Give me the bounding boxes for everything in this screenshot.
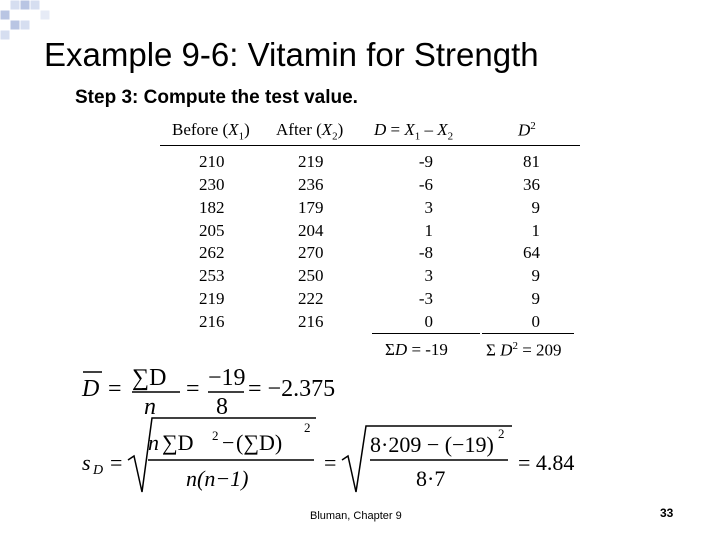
sd-formula [82,418,574,492]
d-squared-value: 64 [523,243,540,263]
sd-sum-d2-sup: 2 [212,428,219,443]
sd-lhs-sub: D [93,463,104,478]
difference-value: -9 [418,152,433,171]
sd-denominator-value: 8·7 [416,466,446,491]
mean-eq-1: = [108,376,122,402]
mean-numerator-value: −19 [208,365,246,391]
difference-value: -3 [418,289,433,309]
sd-numerator-value: 8·209 − (−19) [370,432,494,457]
mean-eq-2: = [186,376,200,402]
sd-eq-2: = [324,450,337,475]
after-value: 222 [298,289,324,309]
d-squared-value: 81 [523,152,540,171]
sd-sum-d-sq: (∑D) [236,430,283,455]
sd-sum-d-sq-sup: 2 [304,420,311,435]
page-number: 33 [660,506,674,520]
difference-value: -6 [418,174,433,194]
before-value: 210 [199,152,225,171]
d-squared-value: 9 [531,197,540,217]
d-squared-value: 1 [531,220,540,240]
before-value: 216 [199,311,225,331]
after-value: 204 [298,220,324,240]
d-squared-value: 9 [531,266,540,286]
after-value: 250 [298,266,324,286]
after-value: 216 [298,311,324,331]
sd-denominator: n(n−1) [186,466,249,491]
mean-denominator-value: 8 [216,394,228,420]
formulas [76,352,606,502]
d-squared-value: 36 [523,174,540,194]
header-difference: $D = X_1 - X_2$ [374,120,454,143]
header-rule [160,145,580,146]
d-squared-value: 0 [531,311,540,331]
before-value: 205 [199,220,225,240]
before-value: 230 [199,174,225,194]
header-d-squared: $D^2$ [518,120,536,140]
column-after [298,151,330,334]
difference-value: 1 [424,220,433,240]
difference-value: 3 [424,266,433,286]
mean-d-bar: D [82,376,100,402]
sd-eq-1: = [110,450,123,475]
slide-subtitle: Step 3: Compute the test value. [75,87,358,108]
difference-value: 0 [424,311,433,331]
sum-d-squared: Σ $D^2 = 209$ [486,340,562,360]
mean-denominator: n [144,394,156,420]
sd-sum-d2: ∑D [162,430,194,455]
before-value: 262 [199,243,225,263]
after-value: 179 [298,197,324,217]
footer-source: Bluman, Chapter 9 [310,510,402,522]
d-squared-value: 9 [531,289,540,309]
column-d-squared [510,151,540,334]
before-value: 219 [199,289,225,309]
before-value: 182 [199,197,225,217]
after-value: 219 [298,152,324,171]
sd-n: n [148,430,159,455]
mean-numerator: ∑D [132,365,167,391]
sum-rule-d [372,333,480,334]
difference-value: 3 [424,197,433,217]
mean-formula [81,365,335,420]
after-value: 270 [298,243,324,263]
sd-result: = 4.84 [518,450,575,475]
before-value: 253 [199,266,225,286]
slide-title: Example 9-6: Vitamin for Strength [44,36,539,73]
sum-d: ΣD = -19 [385,340,448,359]
column-difference [400,151,433,334]
header-before: Before $(X_1)$ [172,120,250,143]
mean-result: = −2.375 [248,376,336,402]
sd-lhs: s [82,450,91,475]
column-before [199,151,231,334]
difference-value: -8 [418,243,433,263]
sum-rule-d-squared [482,333,574,334]
sd-minus: − [222,430,235,455]
header-after: After $(X_2)$ [276,120,344,143]
after-value: 236 [298,174,324,194]
sd-numerator-sup: 2 [498,426,505,441]
